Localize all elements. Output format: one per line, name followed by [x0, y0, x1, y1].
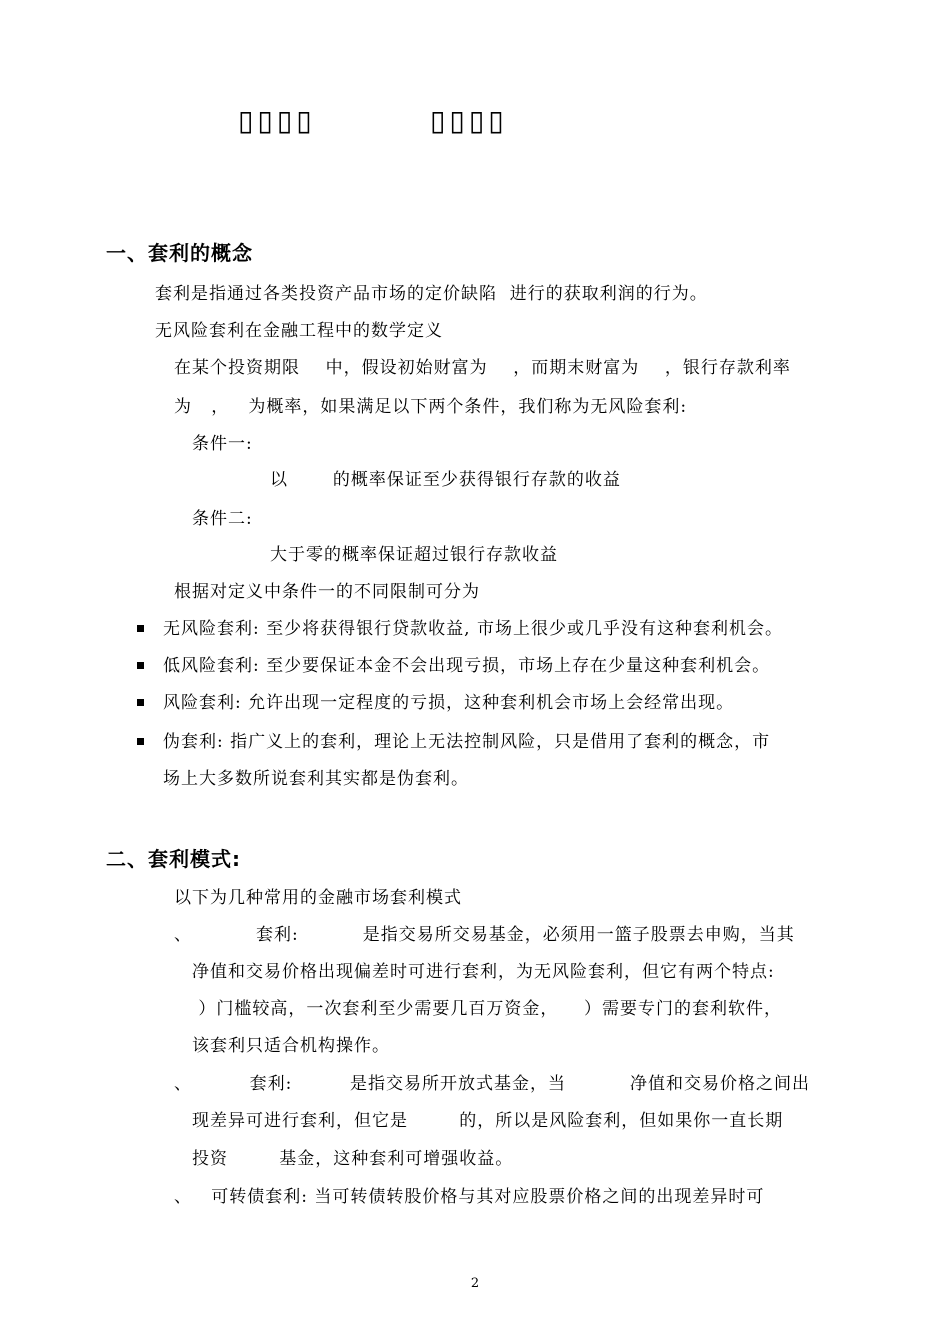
bullet-marker: [137, 662, 144, 669]
paragraph-conditions-line1: 在某个投资期限 中，假设初始财富为 ，而期末财富为 ，银行存款利率: [174, 358, 791, 378]
list-item-continuation: 场上大多数所说套利其实都是伪套利。: [163, 769, 469, 789]
paragraph-classification: 根据对定义中条件一的不同限制可分为: [174, 582, 480, 602]
title-left: ▯▯▯▯: [238, 104, 316, 137]
bullet-marker: [137, 699, 144, 706]
paragraph-math-definition: 无风险套利在金融工程中的数学定义: [155, 321, 443, 341]
paragraph-conditions-line2: 为 ， 为概率，如果满足以下两个条件，我们称为无风险套利:: [174, 397, 688, 417]
list-item: 伪套利: 指广义上的套利，理论上无法控制风险，只是借用了套利的概念，市: [163, 732, 771, 752]
bullet-marker: [137, 738, 144, 745]
list-item: 低风险套利: 至少要保证本金不会出现亏损，市场上存在少量这种套利机会。: [163, 656, 771, 676]
mode-1-line3: ）门槛较高，一次套利至少需要几百万资金， ）需要专门的套利软件，: [192, 999, 783, 1019]
section-heading-1: 一、套利的概念: [106, 241, 253, 265]
mode-1-line4: 该套利只适合机构操作。: [192, 1036, 390, 1056]
mode-1-line2: 净值和交易价格出现偏差时可进行套利，为无风险套利，但它有两个特点:: [192, 962, 775, 982]
bullet-marker: [137, 625, 144, 632]
condition-2-text: 大于零的概率保证超过银行存款收益: [270, 545, 558, 565]
page-number: 2: [470, 1276, 480, 1291]
list-item: 无风险套利: 至少将获得银行贷款收益, 市场上很少或几乎没有这种套利机会。: [163, 619, 783, 639]
condition-2-label: 条件二:: [192, 509, 253, 529]
mode-3-line1: 、 可转债套利: 当可转债转股价格与其对应股票价格之间的出现差异时可: [174, 1187, 765, 1207]
list-item: 风险套利: 允许出现一定程度的亏损，这种套利机会市场上会经常出现。: [163, 693, 735, 713]
paragraph-modes-intro: 以下为几种常用的金融市场套利模式: [174, 888, 462, 908]
section-heading-2: 二、套利模式:: [106, 847, 241, 871]
condition-1-text: 以 的概率保证至少获得银行存款的收益: [270, 470, 621, 490]
condition-1-label: 条件一:: [192, 434, 253, 454]
mode-1-line1: 、 套利: 是指交易所交易基金，必须用一篮子股票去申购，当其: [174, 925, 795, 945]
title-right: ▯▯▯▯: [430, 104, 508, 137]
paragraph-definition: 套利是指通过各类投资产品市场的定价缺陷 进行的获取利润的行为。: [155, 284, 708, 304]
mode-2-line2: 现差异可进行套利，但它是 的，所以是风险套利，但如果你一直长期: [192, 1111, 784, 1131]
mode-2-line1: 、 套利: 是指交易所开放式基金，当 净值和交易价格之间出: [174, 1074, 811, 1094]
mode-2-line3: 投资 基金，这种套利可增强收益。: [192, 1149, 514, 1169]
